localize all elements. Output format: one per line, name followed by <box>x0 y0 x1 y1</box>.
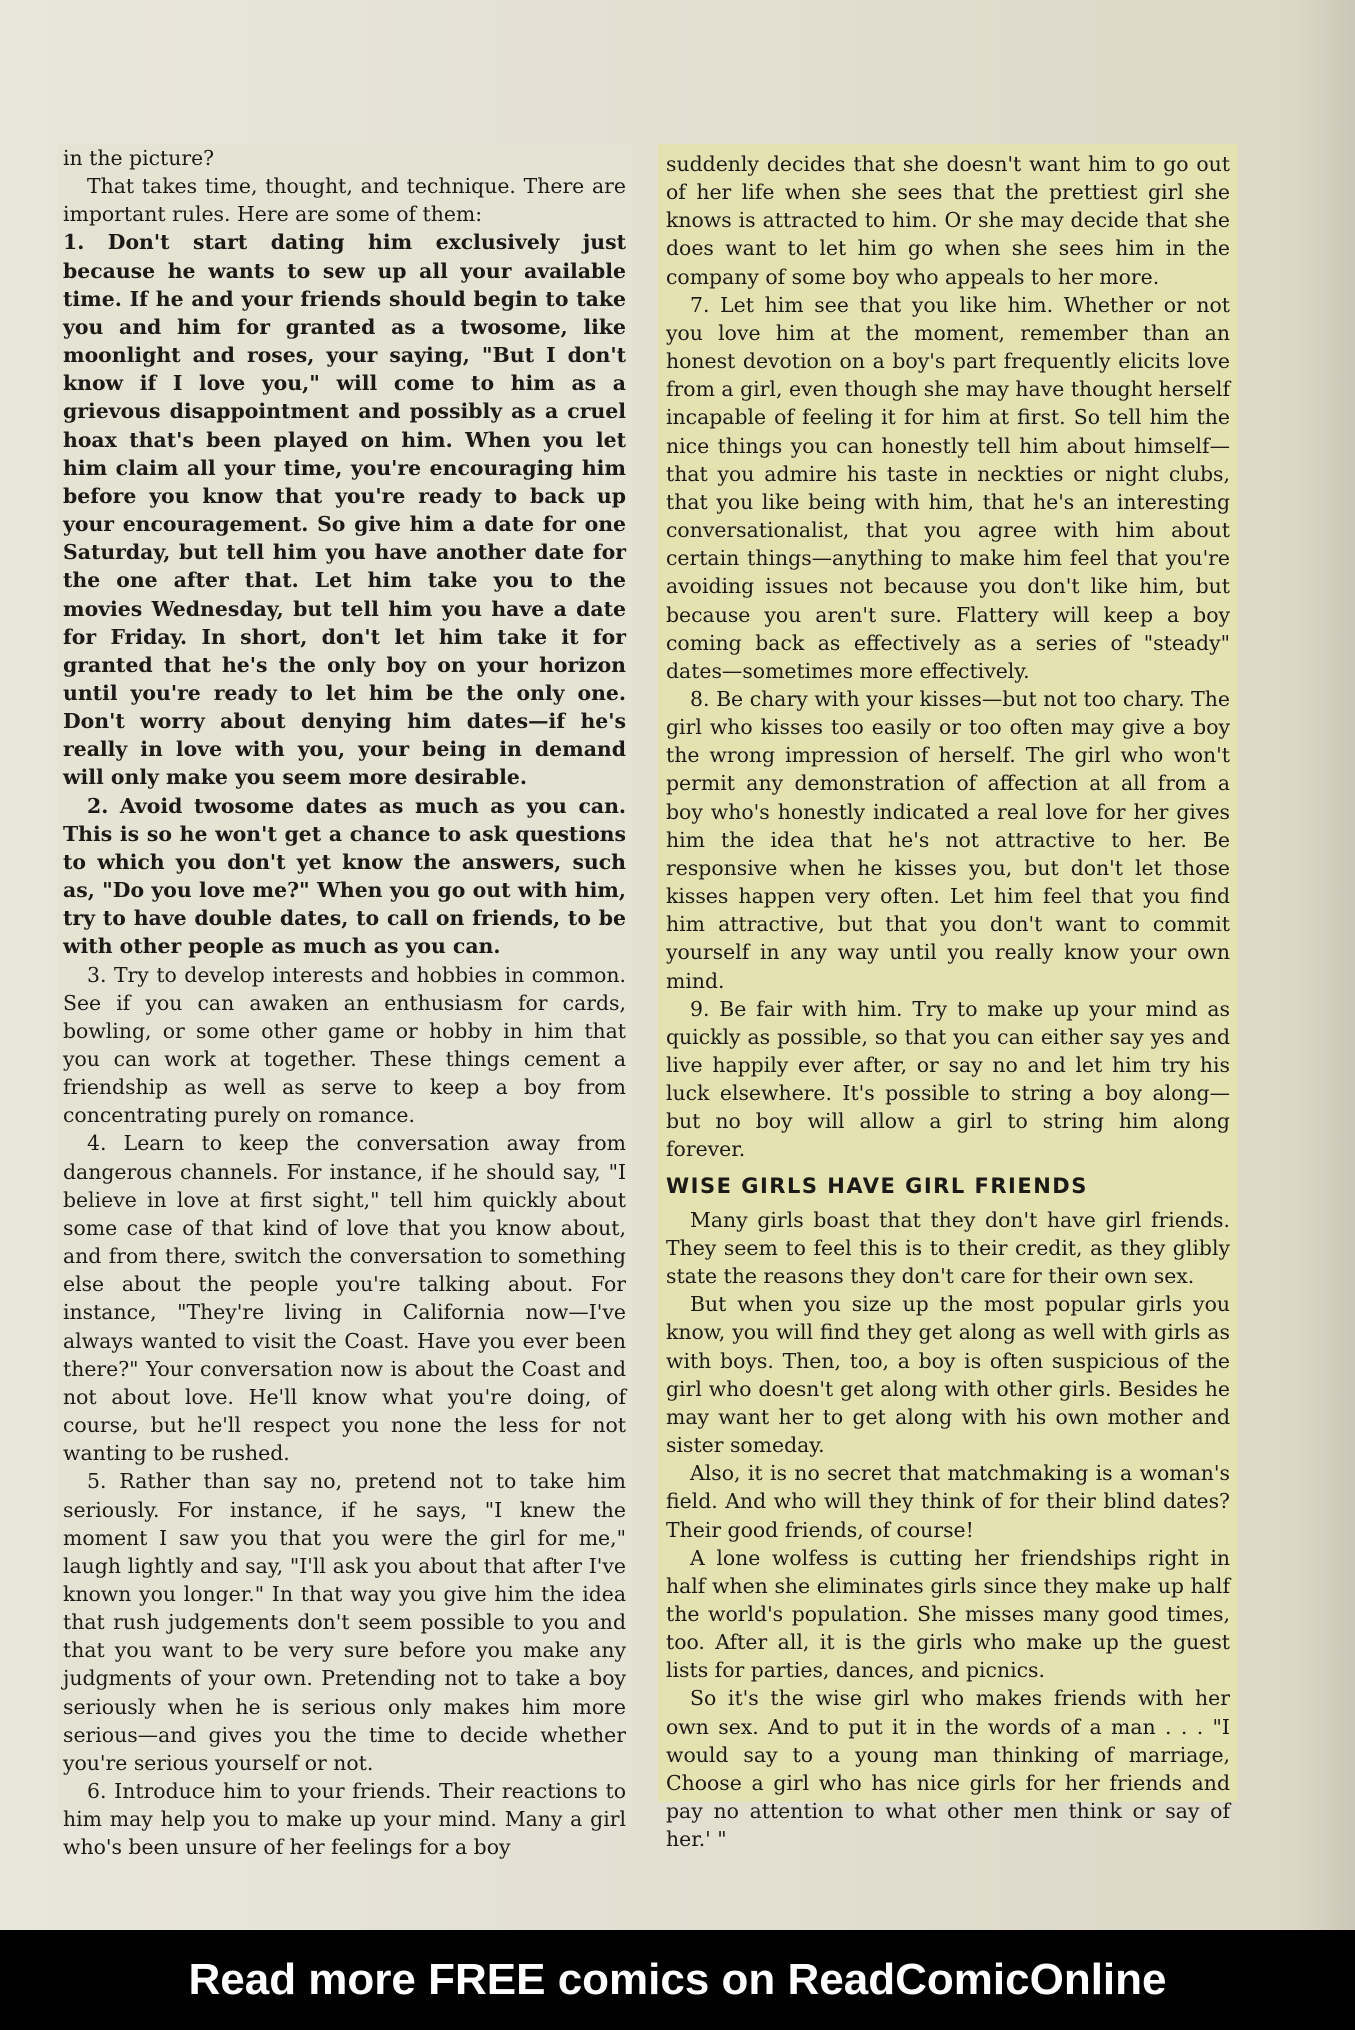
paragraph-rule-3: 3. Try to develop interests and hobbies in common. See if you can awaken an enthusiasm for cards, bowling, or some other game or hobby in him that you can work at together. These things cement a friendship as well as serve to keep a boy from concentrating purely on romance. <box>63 962 626 1128</box>
promo-banner[interactable]: Read more FREE comics on ReadComicOnline <box>0 1930 1355 2030</box>
right-text-column <box>658 144 1238 1852</box>
left-text-column <box>57 144 632 1860</box>
paragraph-girl-friends-5: So it's the wise girl who makes friends with her own sex. And to put it in the words of a man . . . "I would say to a young man thinking of marriage, Choose a girl who has nice girls for her friends and pay no attention to what other men think or say of her.' " <box>666 1686 1230 1852</box>
paragraph-rule-8: 8. Be chary with your kisses—but not too chary. The girl who kisses too easily or too often may give a boy the wrong impression of herself. The girl who won't permit any demonstration of affection at all from a boy who's honestly indicated a real love for her gives him the idea that he's not attractive to her. Be responsive when he kisses you, but don't let those kisses happen very often. Let him feel that you find him attractive, but that you don't want to commit yourself in any way until you really know your own mind. <box>666 686 1230 993</box>
paragraph-rules-intro: That takes time, thought, and technique. There are important rules. Here are some of them: <box>63 174 626 227</box>
paragraph-rule-6: 6. Introduce him to your friends. Their reactions to him may help you to make up your mind. Many a girl who's been unsure of her feelings for a boy <box>63 1779 626 1860</box>
section-heading: WISE GIRLS HAVE GIRL FRIENDS <box>666 1173 1088 1198</box>
paragraph-rule-4: 4. Learn to keep the conversation away from dangerous channels. For instance, if he should say, "I believe in love at first sight," tell him quickly about some case of that kind of love that you know about, and from there, switch the conversation to something else about the people you're talking about. For instance, "They're living in California now—I've always wanted to visit the Coast. Have you ever been there?" Your conversation now is about the Coast and not about love. He'll know what you're doing, of course, but he'll respect you none the less for not wanting to be rushed. <box>63 1131 626 1466</box>
paragraph-rule-9: 9. Be fair with him. Try to make up your mind as quickly as possible, so that you can either say yes and live happily ever after, or say no and let him try his luck elsewhere. It's possible to string a boy along—but no boy will allow a girl to string him along forever. <box>666 996 1230 1162</box>
paragraph-rule-7: 7. Let him see that you like him. Whether or not you love him at the moment, remember than an honest devotion on a boy's part frequently elicits love from a girl, even though she may have thought herself incapable of feeling it for him at first. So tell him the nice things you can honestly tell him about himself—that you admire his taste in neckties or night clubs, that you like being with him, that he's an interesting conversationalist, that you agree with him about certain things—anything to make him feel that you're avoiding issues not because you don't like him, but because you aren't sure. Flattery will keep a boy coming back as effectively as a series of "steady" dates—sometimes more effectively. <box>666 292 1230 683</box>
paragraph-girl-friends-2: But when you size up the most popular girls you know, you will find they get along as well with girls as with boys. Then, too, a boy is often suspicious of the girl who doesn't get along with other girls. Besides he may want her to get along with his own mother and sister someday. <box>666 1292 1230 1458</box>
paragraph-rule-2: 2. Avoid twosome dates as much as you can. This is so he won't get a chance to ask questions to which you don't yet know the answers, such as, "Do you love me?" When you go out with him, try to have double dates, to call on friends, to be with other people as much as you can. <box>63 793 626 959</box>
page-edge-shadow <box>1295 0 1355 1930</box>
paragraph-rule-1: 1. Don't start dating him exclusively just because he wants to sew up all your available time. If he and your friends should begin to take you and him for granted as a twosome, like moonlight and roses, your saying, "But I don't know if I love you," will come to him as a grievous disappointment and possibly as a cruel hoax that's been played on him. When you let him claim all your time, you're encouraging him before you know that you're ready to back up your encouragement. So give him a date for one Saturday, but tell him you have another date for the one after that. Let him take you to the movies Wednesday, but tell him you have a date for Friday. In short, don't let him take it for granted that he's the only boy on your horizon until you're ready to let him be the only one. Don't worry about denying him dates—if he's really in love with you, your being in demand will only make you seem more desirable. <box>63 230 626 790</box>
paragraph-rule-5: 5. Rather than say no, pretend not to take him seriously. For instance, if he says, "I knew the moment I saw you that you were the girl for me," laugh lightly and say, "I'll ask you about that after I've known you longer." In that way you give him the idea that rush judgements don't seem possible to you and that you want to be very sure before you make any judgments of your own. Pretending not to take a boy seriously when he is serious only makes him more serious—and gives you the time to decide whether you're serious yourself or not. <box>63 1469 626 1775</box>
paragraph-rule-6-continuation: suddenly decides that she doesn't want him to go out of her life when she sees that the prettiest girl she knows is attracted to him. Or she may decide that she does want to let him go when she sees him in the company of some boy who appeals to her more. <box>666 152 1230 289</box>
paragraph-girl-friends-3: Also, it is no secret that matchmaking is a woman's field. And who will they think of for their blind dates? Their good friends, of course! <box>666 1461 1230 1542</box>
paragraph-intro-continuation: in the picture? <box>63 146 215 170</box>
paragraph-girl-friends-4: A lone wolfess is cutting her friendships right in half when she eliminates girls since they make up half the world's population. She misses many good times, too. After all, it is the girls who make up the guest lists for parties, dances, and picnics. <box>666 1545 1230 1683</box>
paragraph-girl-friends-1: Many girls boast that they don't have girl friends. They seem to feel this is to their credit, as they glibly state the reasons they don't care for their own sex. <box>666 1207 1230 1289</box>
